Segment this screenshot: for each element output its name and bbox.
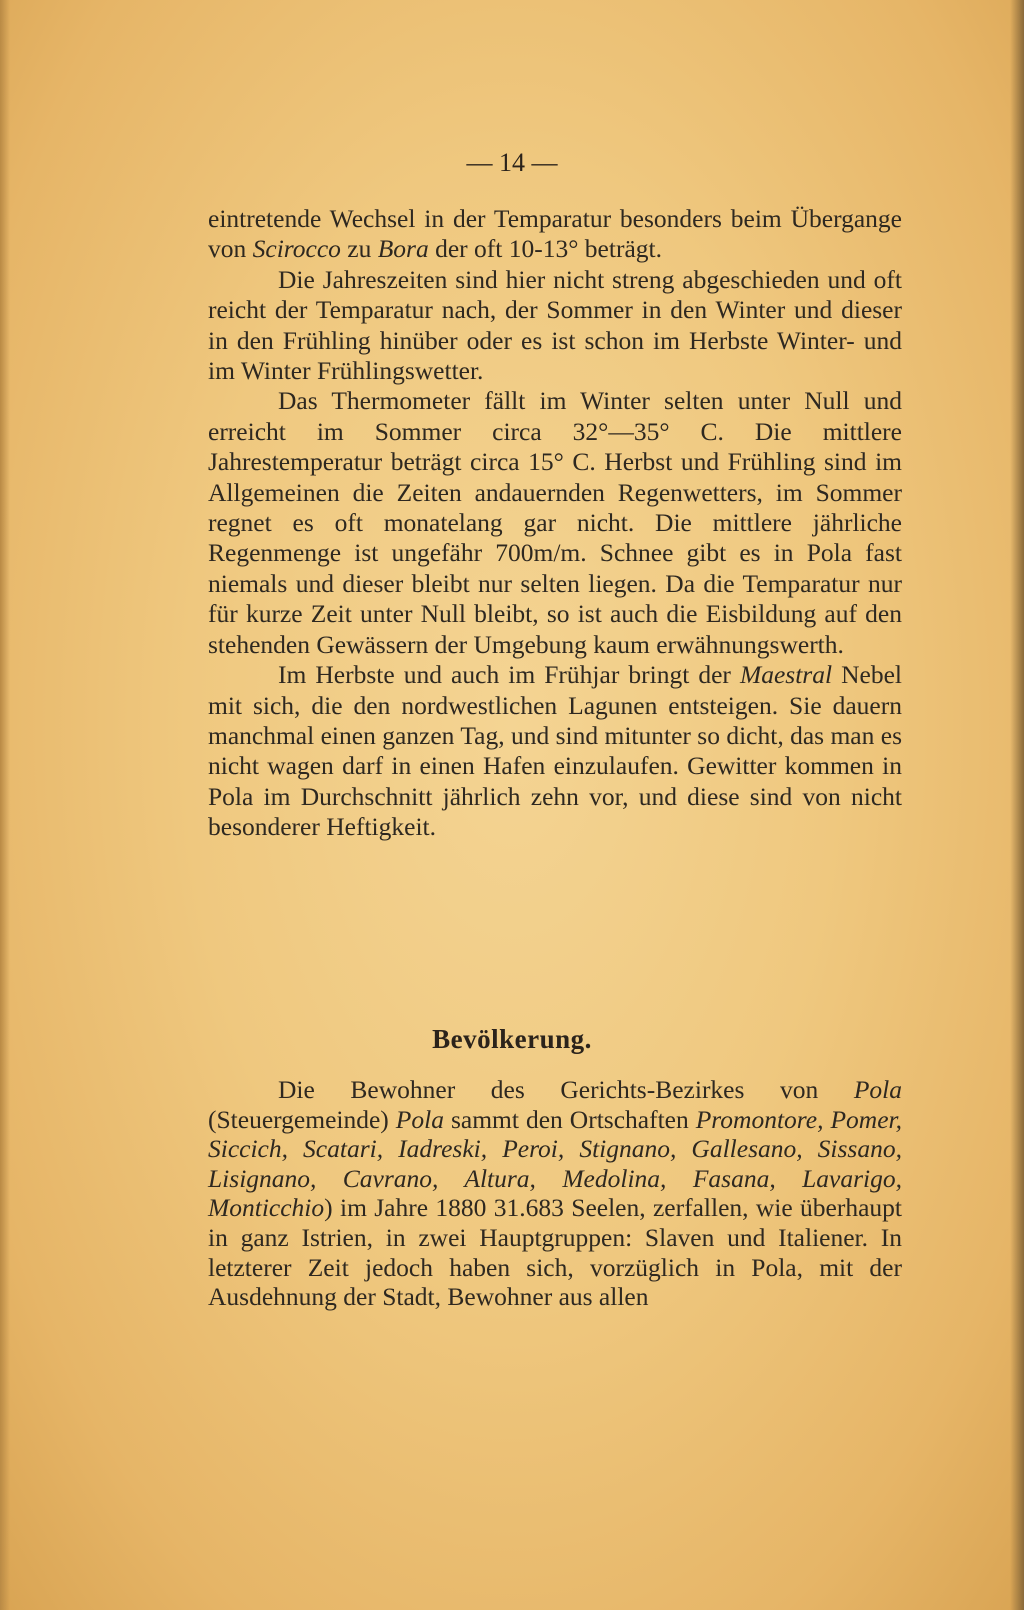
text-run: der oft 10-13° beträgt. [428,234,662,264]
italic-run: Pola [395,1104,444,1134]
paragraph [208,1075,902,1312]
page-edge-left [0,0,10,1610]
paragraph [208,386,902,660]
text-run: Das Thermometer fällt im Winter selten unter Null und erreicht im Sommer circa 32°—35° C. Die mittlere Jahrestemperatur beträgt circa 15° C. Herbst und Frühling sind im Allgemeinen die Zeiten andauernden Regenwetters, im Sommer regnet es oft monatelang gar nicht. Die mittlere jährliche Regenmenge ist ungefähr 700m/m. Schnee gibt es in Pola fast niemals und dieser bleibt nur selten liegen. Da die Temparatur nur für kurze Zeit unter Null bleibt, so ist auch die Eisbildung auf den stehenden Gewässern der Umgebung kaum erwähnungswerth. [208,386,902,659]
text-run: Die Bewohner des Gerichts-Bezirkes von [278,1075,854,1104]
text-run: zu [340,234,378,264]
text-run: sammt den Ortschaften [443,1104,696,1134]
paragraph [208,660,902,842]
italic-run: Pola [853,1075,902,1104]
text-run: eintretende Wechsel in der Temparatur besonders beim Übergange von [208,204,902,264]
text-block-population [208,1075,902,1312]
text-run: (Steuergemeinde) [208,1104,396,1134]
page-edge-right [1010,0,1024,1610]
paragraph [208,265,902,387]
page-number: — 14 — [466,148,558,177]
section-heading: Bevölkerung. [432,1024,592,1054]
text-run: Im Herbste und auch im Frühjar bringt der [278,660,740,690]
italic-run: Bora [377,234,429,264]
text-run: ) im Jahre 1880 31.683 Seelen, zerfallen, wie überhaupt in ganz Istrien, in zwei Hauptgruppen: Slaven und Italiener. In letzterer Zeit jedoch haben sich, vorzüglich in Pola, mit der Ausdehnung der Stadt, Bewohner aus allen [208,1193,902,1312]
paragraph [208,204,902,265]
text-run: Nebel mit sich, die den nordwestlichen Lagunen entsteigen. Sie dauern manchmal einen ganzen Tag, und sind mitunter so dicht, das man es nicht wagen darf in einen Hafen einzulaufen. Gewitter kommen in Pola im Durchschnitt jährlich zehn vor, und diese sind von nicht besonderer Heftigkeit. [208,660,902,842]
text-block-climate [208,204,902,843]
italic-run: Promontore, Pomer, Siccich, Scatari, Iadreski, Peroi, Stignano, Gallesano, Sissano, Lisignano, Cavrano, Altura, Medolina, Fasana, Lavarigo, Monticchio [208,1104,902,1223]
italic-run: Scirocco [252,234,341,264]
text-run: Die Jahreszeiten sind hier nicht streng abgeschieden und oft reicht der Temparatur nach, der Sommer in den Winter und dieser in den Frühling hinüber oder es ist schon im Herbste Winter- und im Winter Frühlingswetter. [208,264,902,386]
italic-run: Maestral [739,660,833,690]
